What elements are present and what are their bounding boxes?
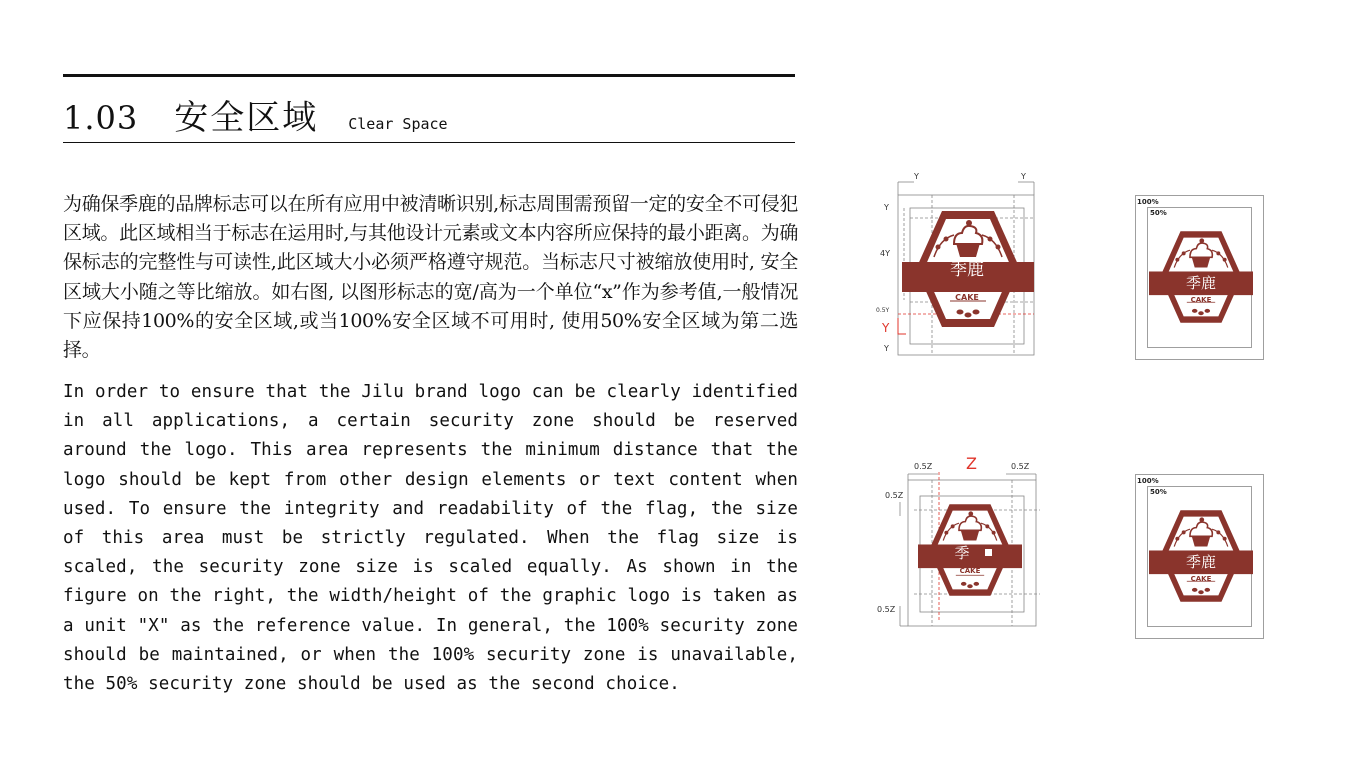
logo-name: 季鹿 (1185, 274, 1217, 292)
zone-100-50-diagram-top (1135, 195, 1265, 361)
label-half-y: 0.5Y (876, 307, 890, 314)
logo-name: 季鹿 (1185, 553, 1217, 571)
label-50-top: 50% (1150, 209, 1167, 217)
label-100-top: 100% (1137, 198, 1159, 206)
label-4y: 4Y (880, 249, 890, 258)
logo-sub: CAKE (955, 293, 979, 302)
logo-sub: CAKE (1190, 575, 1212, 583)
logo-sub: CAKE (1190, 296, 1212, 304)
logo-name-partial: 季 (954, 544, 970, 562)
label-half-z-bottom: 0.5Z (877, 605, 896, 614)
label-half-z-right: 0.5Z (1011, 462, 1030, 471)
label-y-bottom: Y (884, 344, 889, 353)
label-y-red: Y (882, 321, 890, 335)
logo-name: 季鹿 (950, 260, 984, 280)
label-half-z-left: 0.5Z (914, 462, 933, 471)
label-y-top-right: Y (1021, 172, 1026, 181)
description-cn: 为确保季鹿的品牌标志可以在所有应用中被清晰识别,标志周围需预留一定的安全不可侵犯区域。此区域相当于标志在运用时,与其他设计元素或文本内容所应保持的最小距离。为确保标志的完整性与可读性,此区域大小必须严格遵守规范。当标志尺寸被缩放使用时, 安全区域大小随之等比缩放。如右图, 以图形标志的宽/高为一个单位“x”作为参考值,一般情况下应保持100%的安全区域,或当100%安全区域不可用时, 使用50%安全区域为第二选择。 (63, 193, 798, 362)
clear-space-z-diagram (870, 450, 1050, 640)
label-half-z-side: 0.5Z (885, 491, 904, 500)
label-y-top-left: Y (914, 172, 919, 181)
label-100-bottom: 100% (1137, 477, 1159, 485)
header-rule-bottom (63, 142, 795, 143)
header-rule-top (63, 74, 795, 77)
clear-space-y-diagram (870, 168, 1050, 358)
label-z-red: Z (966, 454, 977, 473)
section-title-en: Clear Space (348, 115, 448, 133)
description-en: In order to ensure that the Jilu brand logo can be clearly identified in all applications, a certain security zone should be reserved around the logo. This area represents the minimum distance that the logo should be kept from other design elements or text content when used. To ensure the integrity and readability of the flag, the size of this area must be strictly regulated. When the flag size is scaled, the security zone size is scaled equally. As shown in the figure on the right, the width/height of the graphic logo is taken as a unit "X" as the reference value. In general, the 100% security zone should be maintained, or when the 100% security zone is unavailable, the 50% security zone should be used as the second choice. (63, 382, 798, 695)
logo-sub: CAKE (959, 567, 981, 575)
label-50-bottom: 50% (1150, 488, 1167, 496)
section-title-cn: 安全区域 (174, 98, 319, 138)
zone-100-50-diagram-bottom (1135, 474, 1265, 640)
section-number: 1.03 (63, 99, 139, 137)
label-y-left: Y (884, 203, 889, 212)
logo-glyph-placeholder (985, 549, 992, 556)
section-heading (63, 90, 448, 138)
